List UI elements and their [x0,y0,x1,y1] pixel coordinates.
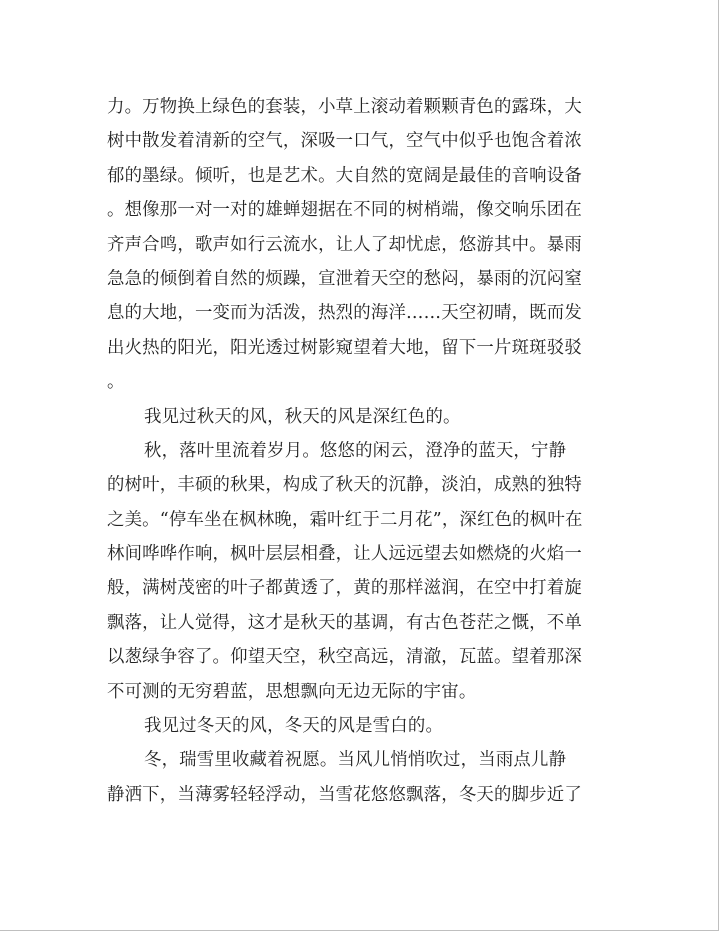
text-line: 。 [107,372,125,393]
text-line: 林间哗哗作响，枫叶层层相叠，让人远远望去如燃烧的火焰一 [107,544,582,565]
text-line: 静洒下，当薄雾轻轻浮动，当雪花悠悠飘落，冬天的脚步近了 [107,784,582,805]
text-line: 息的大地，一变而为活泼，热烈的海洋……天空初晴，既而发 [107,303,582,324]
paragraph-heading-autumn: 我见过秋天的风，秋天的风是深红色的。 [144,406,461,427]
text-line: 之美。“停车坐在枫林晚，霜叶红于二月花”，深红色的枫叶在 [107,509,583,530]
text-line: 力。万物换上绿色的套装，小草上滚动着颗颗青色的露珠，大 [107,97,582,117]
text-line: 冬，瑞雪里收藏着祝愿。当风儿悄悄吹过，当雨点儿静 [144,750,567,771]
text-line: 飘落，让人觉得，这才是秋天的基调，有古色苍茫之慨，不单 [107,612,582,633]
text-line: 秋，落叶里流着岁月。悠悠的闲云，澄净的蓝天，宁静 [144,440,567,461]
body-text [107,90,627,812]
text-line: 齐声合鸣，歌声如行云流水，让人了却忧虑，悠游其中。暴雨 [107,234,582,255]
text-line: 般，满树茂密的叶子都黄透了，黄的那样滋润，在空中打着旋 [107,578,582,599]
text-line: 。想像那一对一对的雄蝉翅据在不同的树梢端，像交响乐团在 [107,200,582,221]
paragraph-heading-winter: 我见过冬天的风，冬天的风是雪白的。 [144,716,444,737]
text-line: 树中散发着清新的空气，深吸一口气，空气中似乎也饱含着浓 [107,131,582,152]
text-line: 出火热的阳光，阳光透过树影窥望着大地，留下一片斑斑驳驳 [107,337,582,358]
text-line: 以葱绿争容了。仰望天空，秋空高远，清澈，瓦蓝。望着那深 [107,647,582,668]
text-line: 不可测的无穷碧蓝，思想飘向无边无际的宇宙。 [107,681,477,702]
text-line: 的树叶，丰硕的秋果，构成了秋天的沉静，淡泊，成熟的独特 [107,475,582,496]
text-line: 郁的墨绿。倾听，也是艺术。大自然的宽阔是最佳的音响设备 [107,165,582,186]
text-line: 急急的倾倒着自然的烦躁，宣泄着天空的愁闷，暴雨的沉闷窒 [107,268,582,289]
